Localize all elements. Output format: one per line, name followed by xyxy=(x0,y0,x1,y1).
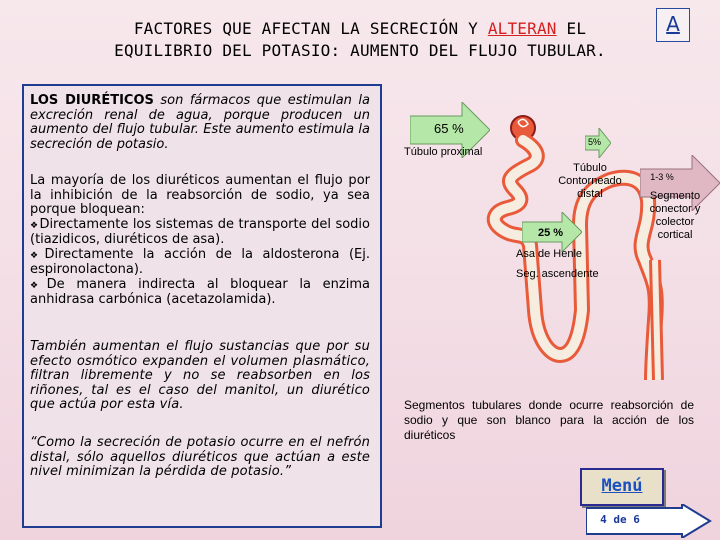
collector-label: Segmento conector y colector cortical xyxy=(649,190,701,241)
mechanism-intro: La mayoría de los diuréticos aumentan el flujo por la inhibición de la reabsorción de sodio, ya sea porque bloquean: xyxy=(30,173,370,217)
proximal-label: Túbulo proximal xyxy=(404,146,483,158)
diuretics-term: LOS DIURÉTICOS xyxy=(30,93,154,108)
quote-paragraph: “Como la secreción de potasio ocurre en el nefrón distal, sólo aquellos diuréticos que actúan a este nivel minimizan la pérdida de potasio.” xyxy=(30,435,370,479)
bullet-item: ❖ Directamente los sistemas de transporte del sodio (tiazidicos, diuréticos de asa). xyxy=(30,218,370,248)
bullet-item: ❖ Directamente la acción de la aldosterona (Ej. espironolactona). xyxy=(30,248,370,278)
distal-percent: 5% xyxy=(588,137,602,147)
collector-percent: 1-3 % xyxy=(650,172,674,182)
menu-button[interactable]: Menú xyxy=(580,468,664,506)
title-highlight: ALTERAN xyxy=(487,19,557,38)
henle-label: Asa de Henle xyxy=(516,248,583,260)
proximal-percent: 65 % xyxy=(434,121,464,136)
title-text-end: EL xyxy=(556,19,587,38)
text-panel xyxy=(22,84,382,528)
distal-label: Túbulo Contorneado distal xyxy=(558,162,622,200)
page-indicator: 4 de 6 xyxy=(600,513,640,526)
diuretics-definition: son fármacos que estimulan la excreción renal de agua, porque producen un aumento del flujo tubular. Este aumento estimula la secreción de potasio. xyxy=(30,93,370,152)
osmotic-paragraph: También aumentan el flujo sustancias que por su efecto osmótico expanden el volumen plasmático, filtran libremente y no se reabsorben en los riñones, tal es el caso del manitol, un diurético que actúa por esta vía. xyxy=(30,339,370,412)
diagram-caption: Segmentos tubulares donde ocurre reabsorción de sodio y que son blanco para la acción de los diuréticos xyxy=(404,398,694,442)
bullet-item: ❖ De manera indirecta al bloquear la enzima anhidrasa carbónica (acetazolamida). xyxy=(30,278,370,308)
diuretics-paragraph xyxy=(30,94,370,152)
page-title xyxy=(40,18,680,62)
ascending-label: Seg. ascendente xyxy=(516,268,599,280)
henle-percent: 25 % xyxy=(538,227,564,239)
a-link-button[interactable]: A xyxy=(656,8,690,42)
title-text: FACTORES QUE AFECTAN LA SECRECIÓN Y xyxy=(133,19,488,38)
title-line2: EQUILIBRIO DEL POTASIO: AUMENTO DEL FLUJO TUBULAR. xyxy=(114,41,606,60)
mechanism-paragraph xyxy=(30,174,370,308)
